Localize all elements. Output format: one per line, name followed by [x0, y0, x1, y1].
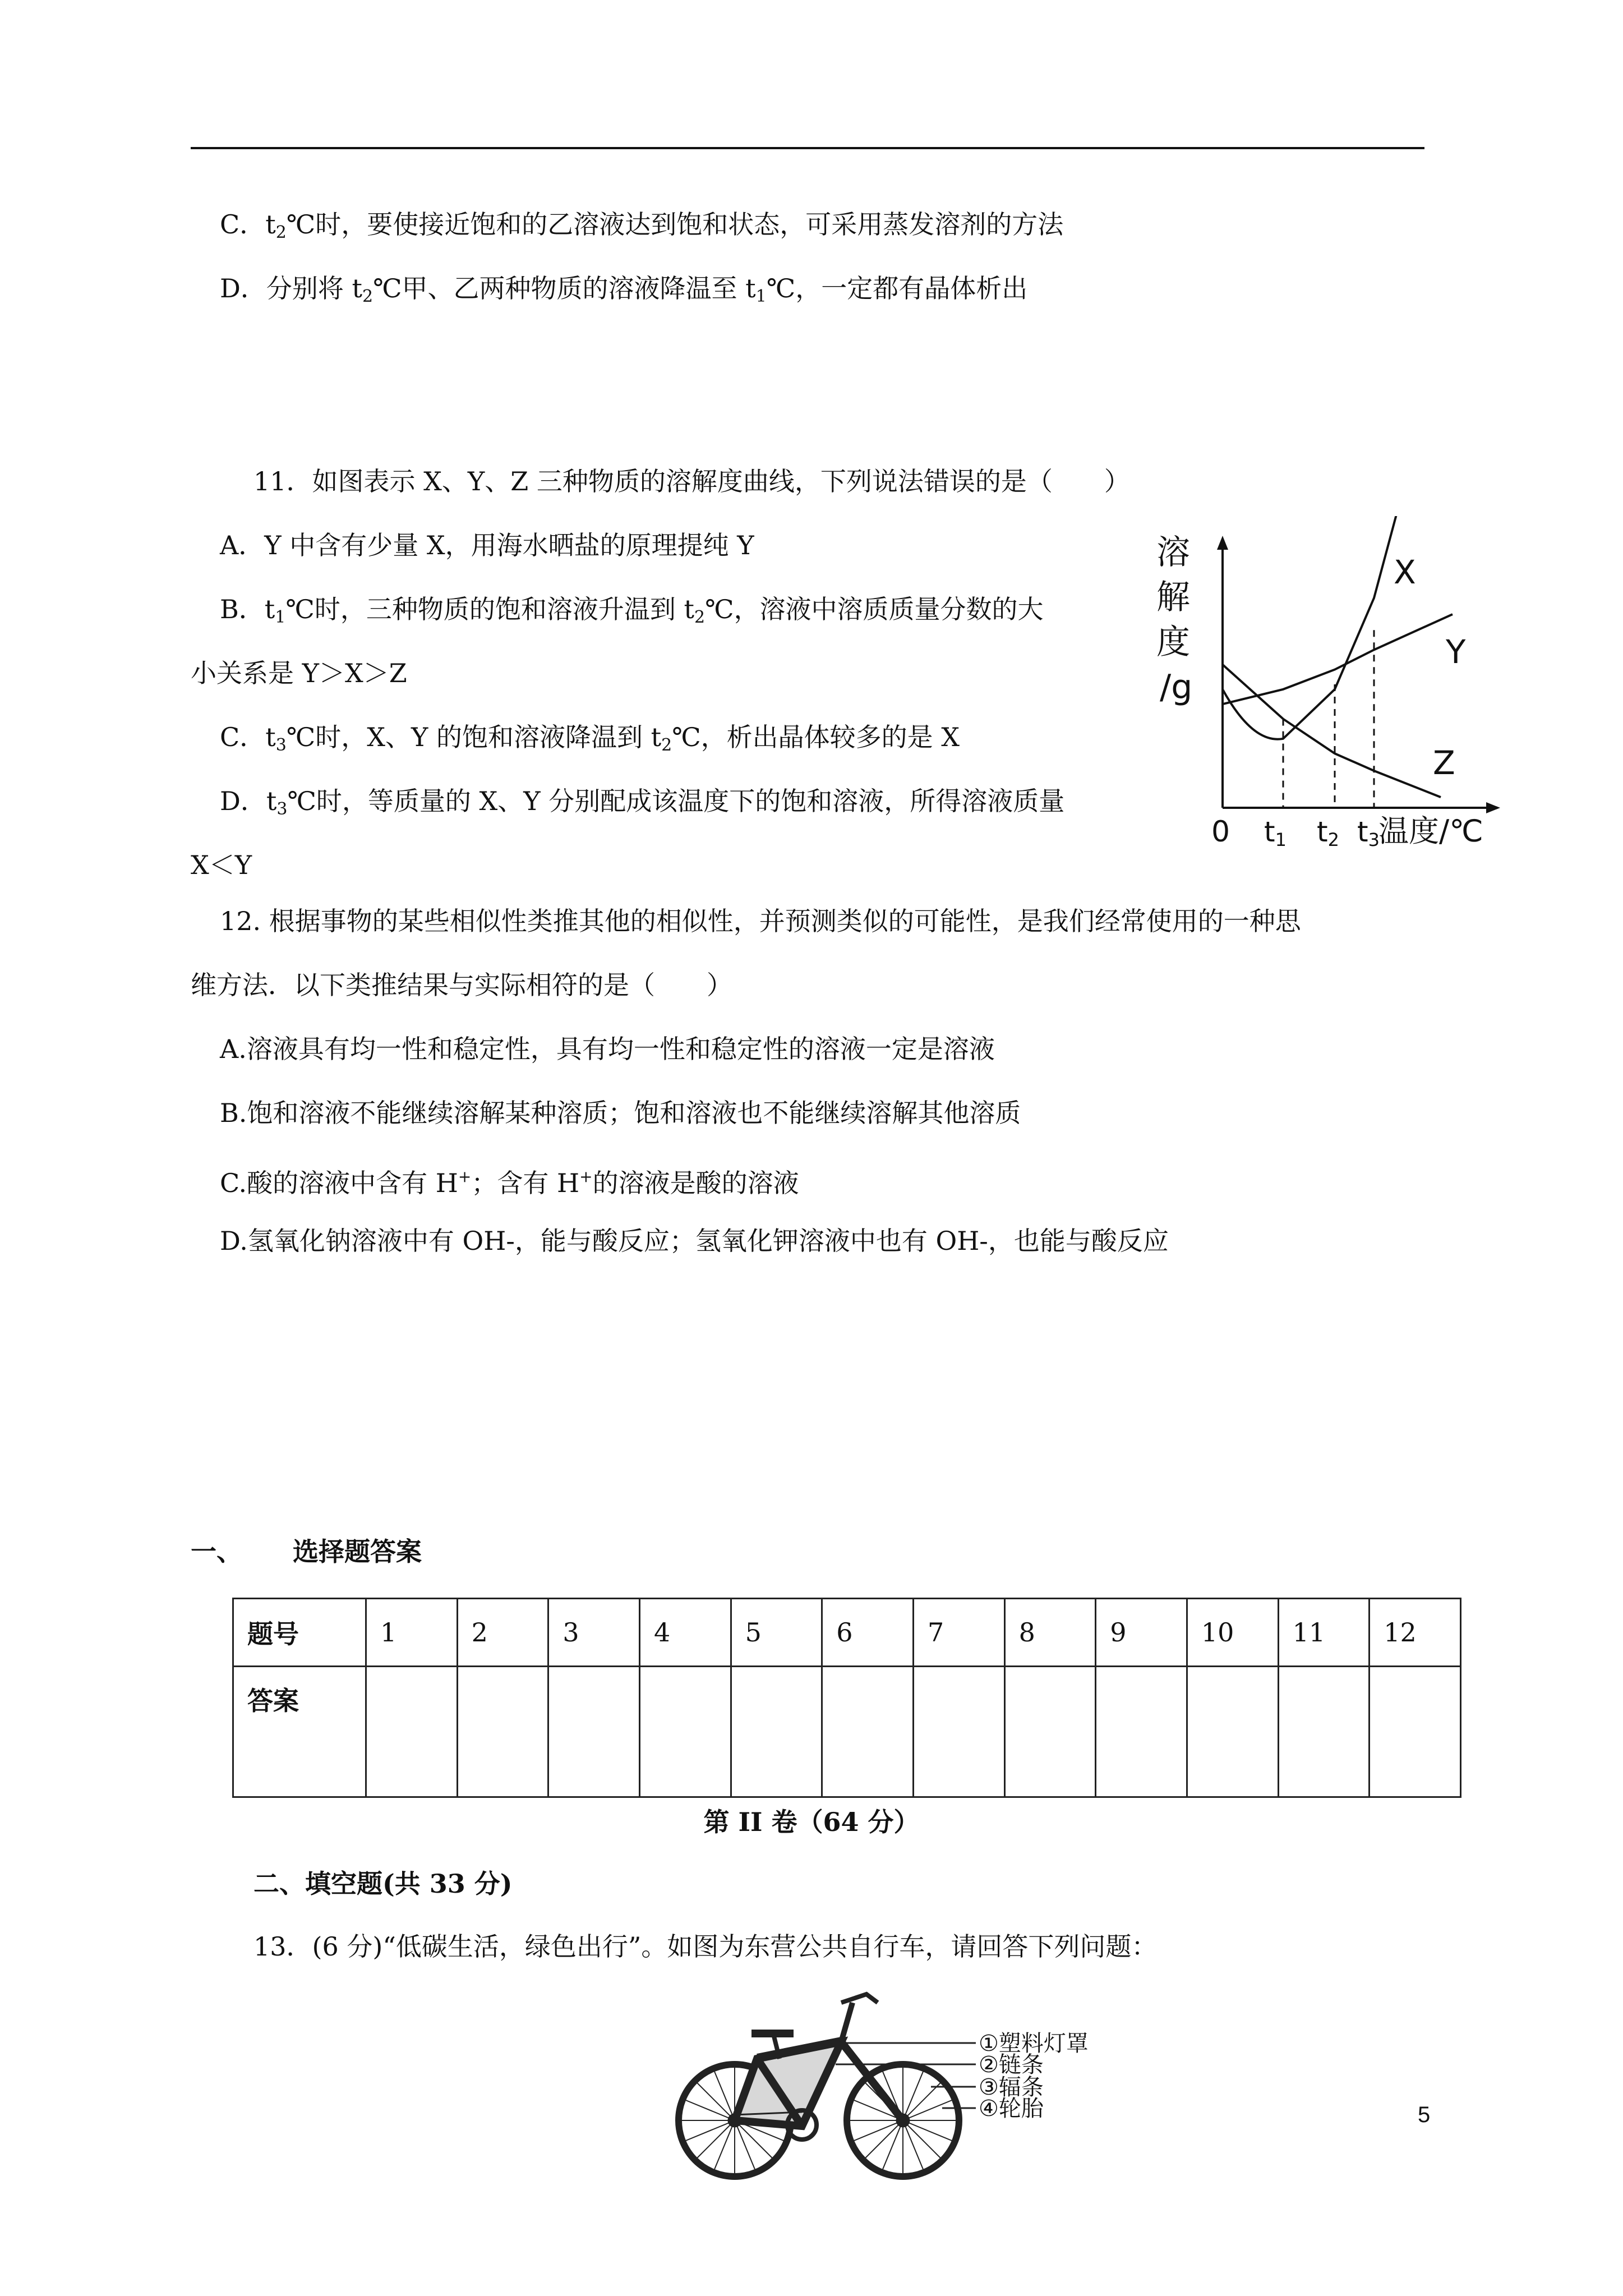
q11-option-b: B．$t_1℃$时，三种物质的饱和溶液升温到 $t_2℃$，溶液中溶质质量分数的大	[220, 594, 1044, 627]
question-number-cell: 5	[731, 1599, 822, 1667]
section1-title: 选择题答案	[293, 1536, 422, 1567]
bicycle-icon	[679, 1994, 959, 2177]
answer-label: 答案	[233, 1667, 366, 1797]
answer-cell[interactable]	[366, 1667, 458, 1797]
question-number-cell: 3	[548, 1599, 640, 1667]
answer-table-header-row	[233, 1599, 1461, 1667]
q11-option-a: A．Y 中含有少量 X，用海水晒盐的原理提纯 Y	[220, 530, 754, 560]
answer-cell[interactable]	[548, 1667, 640, 1797]
q12-option-d: D.氢氧化钠溶液中有 OH-，能与酸反应；氢氧化钾溶液中也有 OH-，也能与酸反应	[220, 1226, 1169, 1256]
series-line-x	[1223, 516, 1423, 739]
question-number-cell: 6	[822, 1599, 914, 1667]
answer-table	[232, 1598, 1461, 1798]
q12-stem-line1: 12. 根据事物的某些相似性类推其他的相似性，并预测类似的可能性，是我们经常使用的一种思	[220, 906, 1301, 936]
page-number: 5	[1418, 2102, 1431, 2127]
q12-option-a: A.溶液具有均一性和稳定性，具有均一性和稳定性的溶液一定是溶液	[220, 1034, 995, 1064]
series-label-y: Y	[1446, 633, 1466, 671]
header-rule	[191, 147, 1424, 149]
answer-cell[interactable]	[1096, 1667, 1187, 1797]
answer-cell[interactable]	[913, 1667, 1004, 1797]
bike-label-spokes: ③辐条	[979, 2074, 1044, 2100]
answer-cell[interactable]	[639, 1667, 731, 1797]
q12-option-b: B.饱和溶液不能继续溶解某种溶质；饱和溶液也不能继续溶解其他溶质	[220, 1098, 1021, 1128]
q13-stem: 13．(6 分)“低碳生活，绿色出行”。如图为东营公共自行车，请回答下列问题：	[253, 1931, 1158, 1962]
series-line-y	[1223, 614, 1453, 704]
q11-option-d: D．$t_3℃$时，等质量的 X、Y 分别配成该温度下的饱和溶液，所得溶液质量	[220, 786, 1065, 819]
chart-series	[1223, 516, 1453, 797]
x-axis-arrow	[1486, 802, 1500, 813]
q12-stem-line2: 维方法．以下类推结果与实际相符的是（ ）	[191, 970, 732, 1000]
part2-title: 第 II 卷（64 分）	[703, 1807, 920, 1837]
q11-option-d-cont: X＜Y	[191, 850, 252, 880]
series-label-x: X	[1394, 553, 1416, 591]
section1-heading	[191, 1535, 422, 1568]
q11-option-b-cont: 小关系是 Y＞X＞Z	[191, 658, 407, 688]
x-tick-t1: t1	[1264, 816, 1287, 850]
bicycle-illustration	[673, 1980, 1099, 2193]
answer-cell[interactable]	[457, 1667, 548, 1797]
question-number-label: 题号	[233, 1599, 366, 1667]
answer-cell[interactable]	[822, 1667, 914, 1797]
ylabel-char-2: 解	[1156, 578, 1190, 617]
bike-label-chain: ②链条	[979, 2052, 1044, 2078]
question-number-cell: 2	[457, 1599, 548, 1667]
question-number-cell: 11	[1278, 1599, 1370, 1667]
answer-cell[interactable]	[1004, 1667, 1096, 1797]
question-number-cell: 10	[1187, 1599, 1278, 1667]
ylabel-char-4: /g	[1160, 668, 1193, 707]
question-number-cell: 9	[1096, 1599, 1187, 1667]
question-number-cell: 7	[913, 1599, 1004, 1667]
x-tick-t2: t2	[1317, 816, 1339, 850]
fork	[841, 2003, 852, 2042]
series-label-z: Z	[1433, 744, 1455, 782]
bike-label-lampshade: ①塑料灯罩	[979, 2031, 1089, 2056]
question-number-cell: 4	[639, 1599, 731, 1667]
q10-option-d: D．分别将 $t_2℃$甲、乙两种物质的溶液降温至 $t_1℃$，一定都有晶体析出	[220, 273, 1028, 306]
solubility-chart	[1127, 516, 1520, 853]
answer-cell[interactable]	[1278, 1667, 1370, 1797]
chart-axes	[1217, 536, 1500, 813]
x-tick-t3: t3	[1357, 816, 1380, 850]
question-number-cell: 8	[1004, 1599, 1096, 1667]
ylabel-char-3: 度	[1156, 623, 1190, 662]
section2-title: 二、填空题(共 33 分)	[253, 1869, 513, 1899]
q10-option-c: C．$t_2℃$时，要使接近饱和的乙溶液达到饱和状态，可采用蒸发溶剂的方法	[220, 209, 1064, 242]
handlebar	[841, 1994, 878, 2003]
question-number-cell: 1	[366, 1599, 458, 1667]
y-axis-arrow	[1217, 536, 1228, 550]
question-number-cell: 12	[1370, 1599, 1461, 1667]
answer-cell[interactable]	[1187, 1667, 1278, 1797]
x-axis-label: 温度/℃	[1378, 813, 1483, 849]
answer-cell[interactable]	[1370, 1667, 1461, 1797]
bike-label-tire: ④轮胎	[979, 2096, 1044, 2122]
answer-table-answer-row	[233, 1667, 1461, 1797]
q11-stem: 11．如图表示 X、Y、Z 三种物质的溶解度曲线，下列说法错误的是（ ）	[253, 466, 1130, 496]
q11-option-c: C．$t_3℃$时，X、Y 的饱和溶液降温到 $t_2℃$，析出晶体较多的是 X	[220, 722, 960, 755]
x-origin-label: 0	[1211, 815, 1230, 849]
ylabel-char-1: 溶	[1156, 533, 1190, 572]
answer-cell[interactable]	[731, 1667, 822, 1797]
q12-option-c: C.酸的溶液中含有 H+；含有 H+的溶液是酸的溶液	[220, 1167, 799, 1198]
section1-number: 一、	[191, 1536, 242, 1567]
